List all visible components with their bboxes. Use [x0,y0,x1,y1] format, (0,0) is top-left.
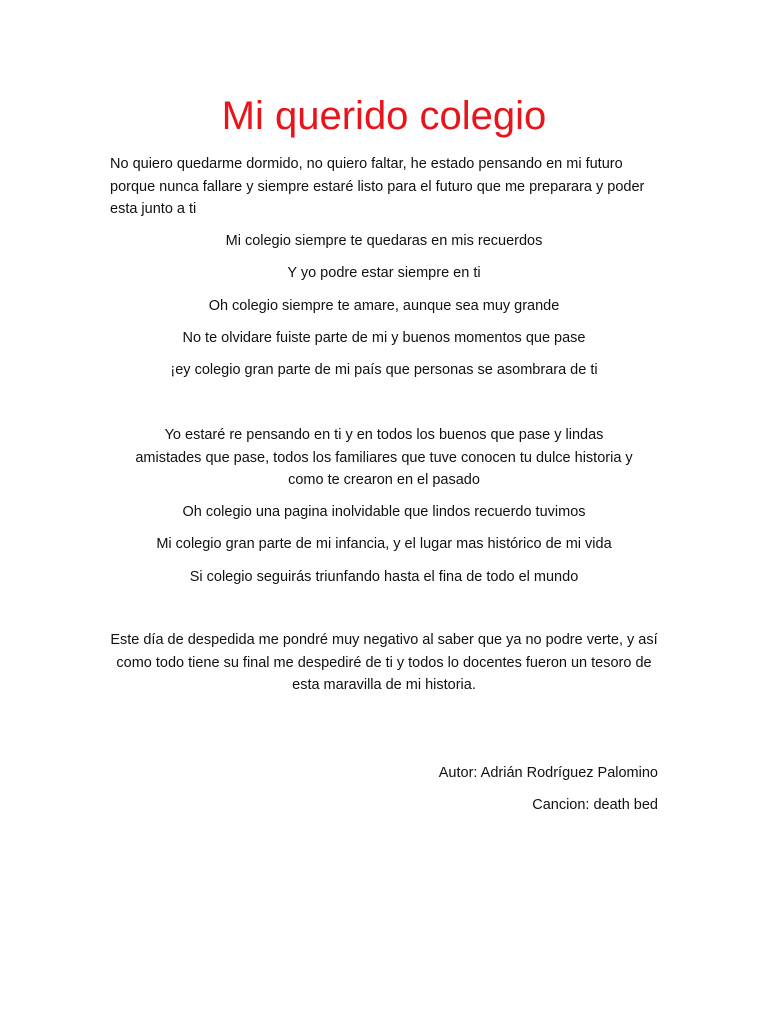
stanza1-line-4: No te olvidare fuiste parte de mi y buenos momentos que pase [182,330,586,346]
paragraph-2: Yo estaré re pensando en ti y en todos los buenos que pase y lindas amistades que pase, todos los familiares que tuve conocen tu dulce historia y como te crearon en el pasado [135,427,633,488]
stanza1-line-5: ¡ey colegio gran parte de mi país que personas se asombrara de ti [170,362,598,378]
stanza2-line-1: Oh colegio una pagina inolvidable que lindos recuerdo tuvimos [182,504,586,520]
author-line: Autor: Adrián Rodríguez Palomino [438,765,658,781]
page-title: Mi querido colegio [221,94,547,138]
stanza1-line-1: Mi colegio siempre te quedaras en mis recuerdos [225,233,543,249]
song-line: Cancion: death bed [532,797,658,813]
stanza2-line-3: Si colegio seguirás triunfando hasta el fina de todo el mundo [189,569,579,585]
stanza2-line-2: Mi colegio gran parte de mi infancia, y el lugar mas histórico de mi vida [156,536,612,552]
intro-paragraph: No quiero quedarme dormido, no quiero faltar, he estado pensando en mi futuro porque nunca fallare y siempre estaré listo para el futuro que me preparara y poder esta junto a ti [110,156,645,217]
stanza1-line-3: Oh colegio siempre te amare, aunque sea muy grande [208,298,560,314]
stanza1-line-2: Y yo podre estar siempre en ti [287,265,481,281]
paragraph-3: Este día de despedida me pondré muy negativo al saber que ya no podre verte, y así como todo tiene su final me despediré de ti y todos lo docentes fueron un tesoro de esta maravilla de mi historia. [110,632,658,693]
